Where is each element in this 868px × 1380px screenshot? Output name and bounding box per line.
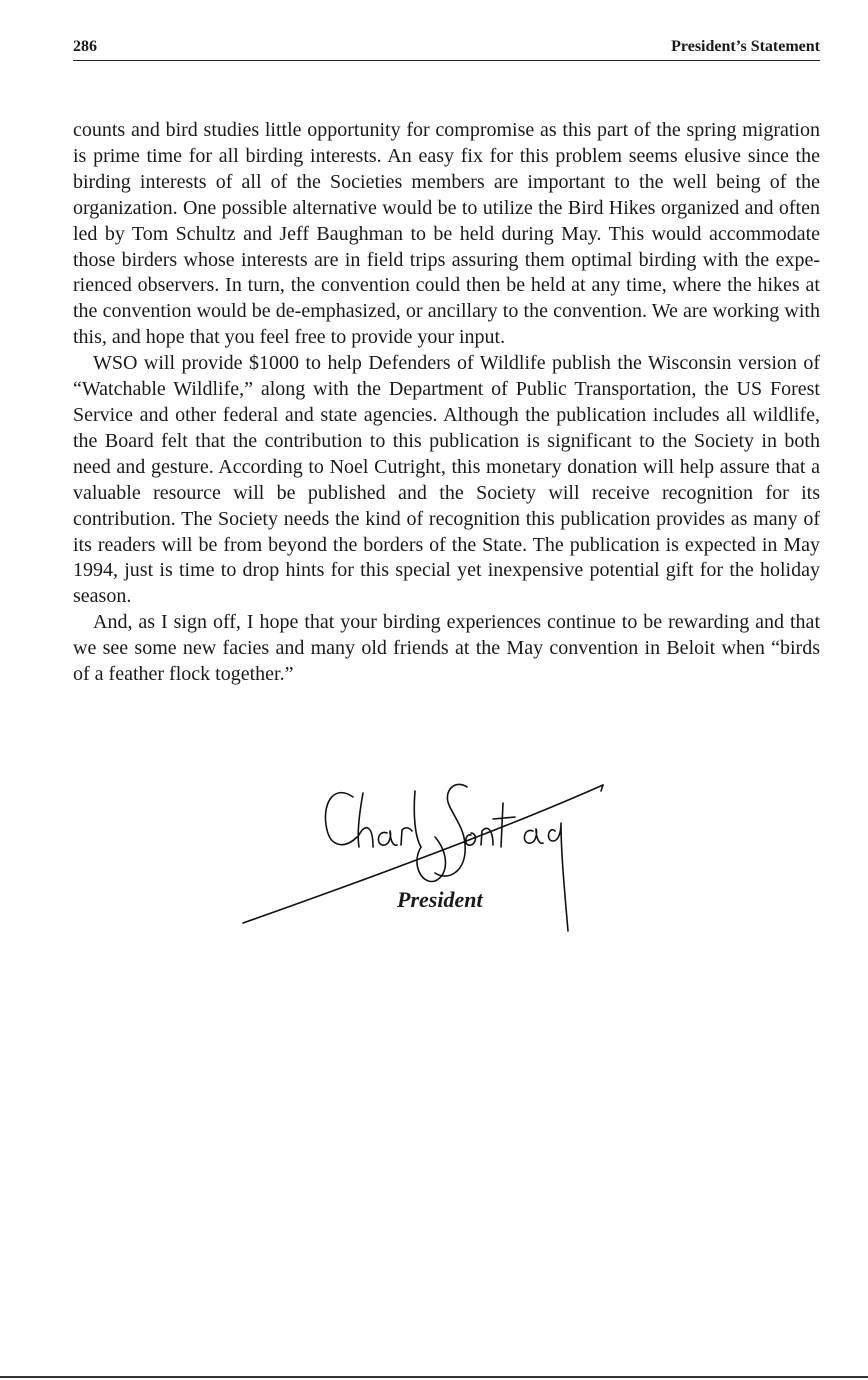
handwritten-signature bbox=[235, 775, 615, 940]
paragraph-sign-off: And, as I sign off, I hope that your birding experiences continue to be rewarding and that we see some new facies and many old friends at the May convention in Beloit when “birds of a feather flock together.” bbox=[73, 611, 820, 686]
paragraph-watchable-wildlife: WSO will provide $1000 to help Defenders of Wildlife publish the Wisconsin version of “Watchable Wildlife,” along with the Department of Public Transportation, the US Forest Service and other federal and state agencies. Although the publication includes all wildlife, the Board felt that the contribution to this publication is significant to the Society in both need and gesture. According to Noel Cutright, this monetary donation will help assure that a valuable resource will be published and the Society will receive recognition for its contribution. The Society needs the kind of recognition this publication provides as many of its readers will be from beyond the borders of the State. The publication is expected in May 1994, just is time to drop hints for this special yet inexpensive potential gift for the holiday season. bbox=[73, 352, 820, 608]
paragraph-convention-continued: counts and bird studies little opportunity for compromise as this part of the spring migration is prime time for all birding interests. An easy fix for this problem seems elusive since the birding interests of all of the Societies members are important to the well being of the organization. One possible alternative would be to utilize the Bird Hikes organized and often led by Tom Schultz and Jeff Baughman to be held during May. This would accommodate those birders whose interests are in field trips assuring them optimal birding with the experienced observers. In turn, the convention could then be held at any time, where the hikes at the convention would be de-emphasized, or ancillary to the convention. We are working with this, and hope that you feel free to provide your input. bbox=[73, 119, 820, 349]
running-title: President’s Statement bbox=[671, 38, 820, 55]
running-head bbox=[73, 36, 820, 61]
body-text bbox=[73, 118, 820, 688]
page-number: 286 bbox=[73, 38, 97, 55]
page-bottom-edge bbox=[0, 1376, 868, 1378]
signer-title: President bbox=[397, 887, 483, 912]
signature-block bbox=[235, 775, 615, 940]
